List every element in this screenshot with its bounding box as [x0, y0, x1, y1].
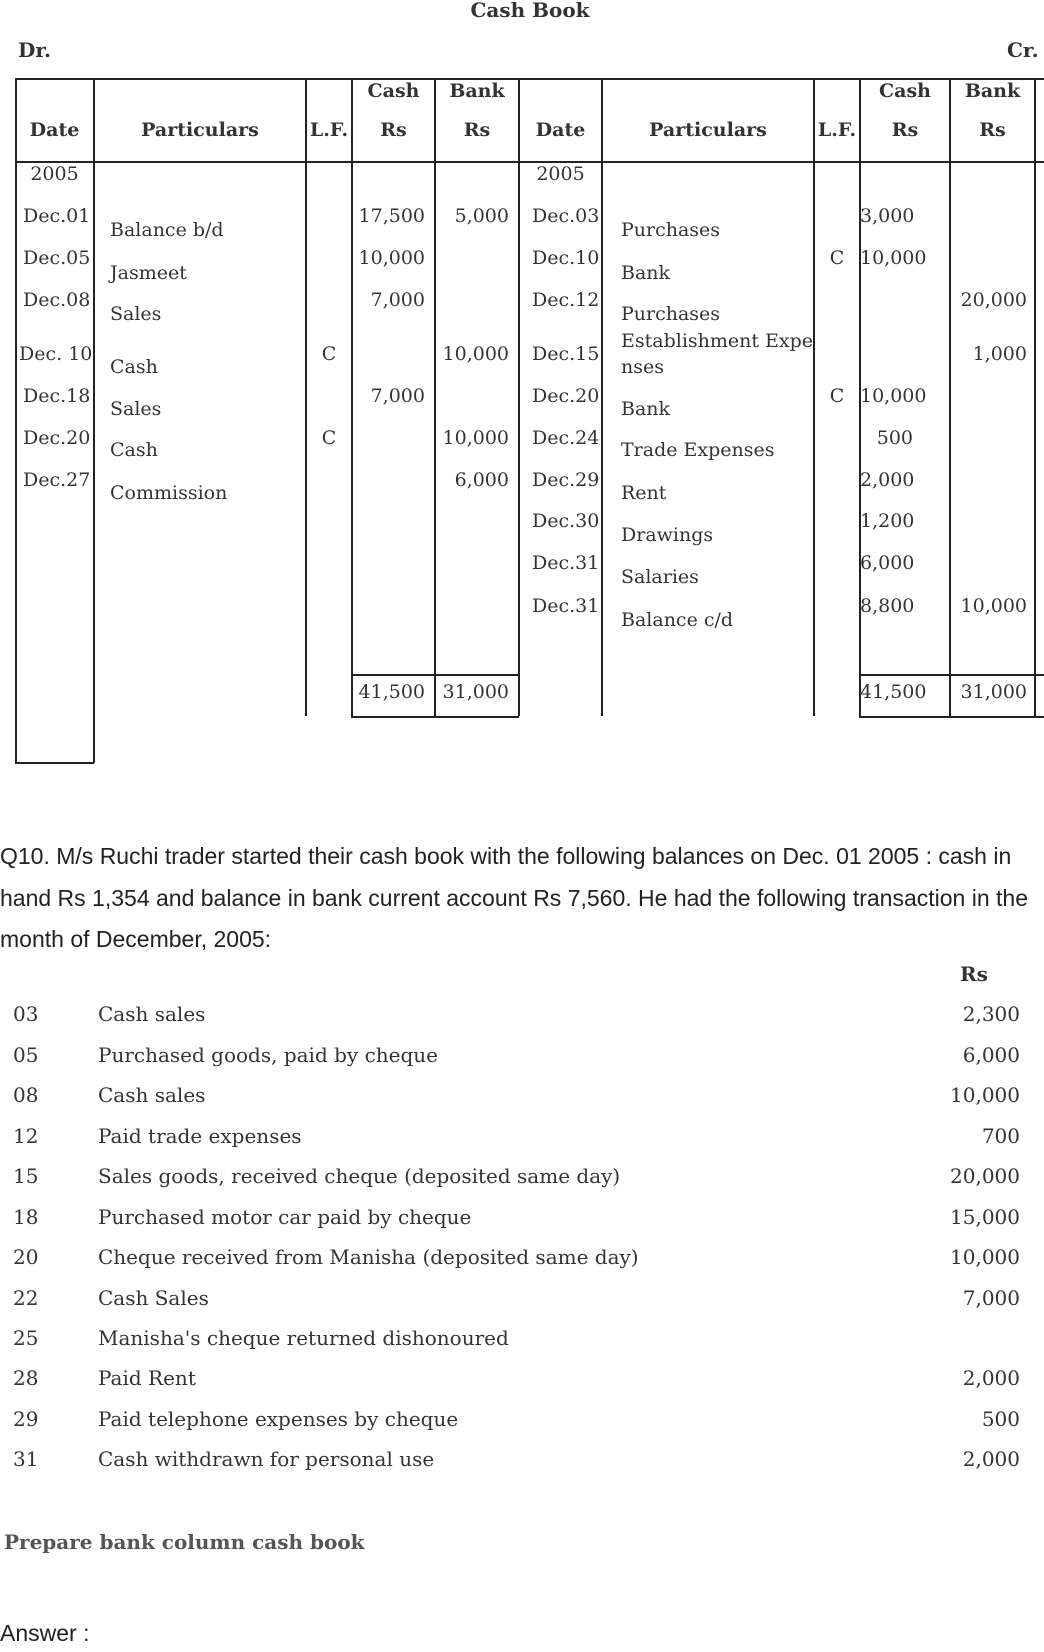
transaction-amount: 700 [981, 1124, 1020, 1148]
transaction-description: Manisha's cheque returned dishonoured [98, 1326, 509, 1350]
transaction-amount: 2,000 [962, 1366, 1020, 1390]
credit-particulars: Bank [621, 262, 671, 284]
credit-lf: C [829, 247, 845, 269]
header-lf: L.F. [309, 119, 349, 141]
transaction-description: Paid Rent [98, 1366, 196, 1390]
credit-particulars: Trade Expenses [621, 439, 775, 461]
header-cash-rs: Rs [891, 119, 919, 141]
credit-date: Dec.15 [532, 343, 600, 365]
transaction-description: Cash sales [98, 1002, 206, 1026]
debit-cash: 17,500 [358, 205, 425, 227]
transaction-amount: 6,000 [962, 1043, 1020, 1067]
header-bottom-border [15, 161, 1044, 163]
transaction-amount: 2,000 [962, 1447, 1020, 1471]
question-text: Q10. M/s Ruchi trader started their cash book with the following balances on Dec. 01 2005 : cash in hand Rs 1,354 and balance in bank current account Rs 7,560. He had the following transaction in the month of December, 2005: [0, 843, 1029, 952]
header-lf: L.F. [817, 119, 857, 141]
credit-particulars: Drawings [621, 524, 714, 546]
transaction-description: Cash sales [98, 1083, 206, 1107]
credit-cash: 10,000 [860, 247, 927, 269]
header-date: Date [29, 119, 80, 141]
debit-particulars: Cash [110, 439, 158, 461]
credit-date: Dec.12 [532, 289, 600, 311]
header-cash: Cash [879, 80, 931, 102]
transaction-description: Purchased goods, paid by cheque [98, 1043, 439, 1067]
debit-date: Dec. 10 [19, 343, 93, 365]
credit-year: 2005 [536, 163, 585, 185]
transaction-description: Paid telephone expenses by cheque [98, 1407, 459, 1431]
debit-cash: 7,000 [370, 385, 425, 407]
credit-cash: 2,000 [860, 469, 915, 491]
debit-date: Dec.18 [23, 385, 91, 407]
answer-label: Answer : [0, 1620, 90, 1646]
debit-particulars: Sales [110, 303, 162, 325]
debit-date: Dec.05 [23, 247, 91, 269]
transaction-day: 28 [13, 1366, 39, 1390]
transaction-amount: 10,000 [950, 1083, 1020, 1107]
credit-cash: 10,000 [860, 385, 927, 407]
debit-date: Dec.27 [23, 469, 91, 491]
transaction-day: 15 [13, 1164, 39, 1188]
transaction-amount: 7,000 [962, 1286, 1020, 1310]
credit-cash: 1,200 [860, 510, 915, 532]
credit-date: Dec.31 [532, 552, 600, 574]
credit-particulars-line2: nses [621, 356, 664, 378]
credit-date: Dec.10 [532, 247, 600, 269]
debit-bank: 10,000 [442, 343, 509, 365]
credit-cash-divider [949, 78, 951, 716]
credit-cash: 3,000 [860, 205, 915, 227]
transaction-day: 05 [13, 1043, 39, 1067]
header-bank: Bank [964, 80, 1021, 102]
credit-cash: 500 [876, 427, 913, 449]
header-bank-rs: Rs [979, 119, 1006, 141]
transaction-description: Paid trade expenses [98, 1124, 302, 1148]
transaction-day: 20 [13, 1245, 39, 1269]
debit-cash: 7,000 [370, 289, 425, 311]
debit-bank: 5,000 [454, 205, 509, 227]
credit-bank: 20,000 [960, 289, 1027, 311]
credit-date: Dec.30 [532, 510, 600, 532]
transaction-day: 22 [13, 1286, 39, 1310]
header-particulars: Particulars [141, 119, 259, 141]
credit-bank: 1,000 [972, 343, 1027, 365]
header-particulars: Particulars [649, 119, 767, 141]
cash-book-title: Cash Book [470, 0, 590, 22]
credit-bank: 10,000 [960, 595, 1027, 617]
credit-particulars: Balance c/d [621, 609, 734, 631]
debit-particulars: Jasmeet [110, 262, 187, 284]
debit-particulars: Cash [110, 356, 158, 378]
debit-year: 2005 [30, 163, 79, 185]
right-border [1034, 78, 1036, 716]
debit-particulars-divider [305, 78, 307, 716]
transaction-description: Cash withdrawn for personal use [98, 1447, 435, 1471]
credit-particulars: Salaries [621, 566, 699, 588]
debit-particulars: Commission [110, 482, 228, 504]
debit-lf: C [321, 343, 337, 365]
transaction-description: Sales goods, received cheque (deposited same day) [98, 1164, 621, 1188]
transaction-amount: 10,000 [950, 1245, 1020, 1269]
credit-particulars-line1: Establishment Expe [621, 330, 814, 352]
transaction-day: 25 [13, 1326, 39, 1350]
debit-bank: 6,000 [454, 469, 509, 491]
debit-lf: C [321, 427, 337, 449]
header-bank-rs: Rs [463, 119, 491, 141]
prepare-instruction: Prepare bank column cash book [4, 1530, 365, 1554]
transaction-day: 31 [13, 1447, 39, 1471]
credit-side-label: Cr. [1007, 38, 1039, 62]
transaction-description: Cash Sales [98, 1286, 209, 1310]
date-column-bottom-border [15, 762, 94, 764]
transaction-amount: 2,300 [962, 1002, 1020, 1026]
debit-particulars: Sales [110, 398, 162, 420]
debit-cash-divider [434, 78, 436, 716]
transaction-day: 08 [13, 1083, 39, 1107]
transaction-amount: 15,000 [950, 1205, 1020, 1229]
transaction-day: 03 [13, 1002, 39, 1026]
header-cash-rs: Rs [380, 119, 407, 141]
transaction-amount: 500 [981, 1407, 1020, 1431]
debit-bank: 10,000 [442, 427, 509, 449]
credit-date: Dec.03 [532, 205, 600, 227]
credit-date: Dec.31 [532, 595, 600, 617]
debit-side-label: Dr. [18, 38, 52, 62]
transaction-amount: 20,000 [950, 1164, 1020, 1188]
credit-particulars: Purchases [621, 219, 721, 241]
debit-totals-bottom-border [351, 716, 519, 718]
credit-date: Dec.24 [532, 427, 600, 449]
amount-column-header: Rs [960, 962, 988, 986]
debit-date: Dec.01 [23, 205, 91, 227]
transaction-description: Purchased motor car paid by cheque [98, 1205, 472, 1229]
transaction-day: 18 [13, 1205, 39, 1229]
header-date: Date [535, 119, 586, 141]
transaction-day: 12 [13, 1124, 39, 1148]
credit-date: Dec.20 [532, 385, 600, 407]
credit-bank-total: 31,000 [960, 681, 1027, 703]
credit-lf: C [829, 385, 845, 407]
debit-date: Dec.20 [23, 427, 91, 449]
credit-cash: 6,000 [860, 552, 915, 574]
debit-particulars: Balance b/d [110, 219, 224, 241]
debit-bank-total: 31,000 [442, 681, 509, 703]
credit-cash: 8,800 [860, 595, 915, 617]
debit-cash-total: 41,500 [358, 681, 425, 703]
credit-particulars: Rent [621, 482, 667, 504]
credit-cash-total: 41,500 [860, 681, 927, 703]
credit-date: Dec.29 [532, 469, 600, 491]
credit-totals-bottom-border [859, 716, 1044, 718]
debit-cash: 10,000 [358, 247, 425, 269]
credit-particulars: Bank [621, 398, 671, 420]
credit-particulars: Purchases [621, 303, 721, 325]
transaction-description: Cheque received from Manisha (deposited same day) [98, 1245, 639, 1269]
header-bank: Bank [449, 80, 505, 102]
credit-totals-top-border [859, 674, 1044, 676]
debit-date: Dec.08 [23, 289, 91, 311]
transaction-day: 29 [13, 1407, 39, 1431]
header-cash: Cash [367, 80, 420, 102]
